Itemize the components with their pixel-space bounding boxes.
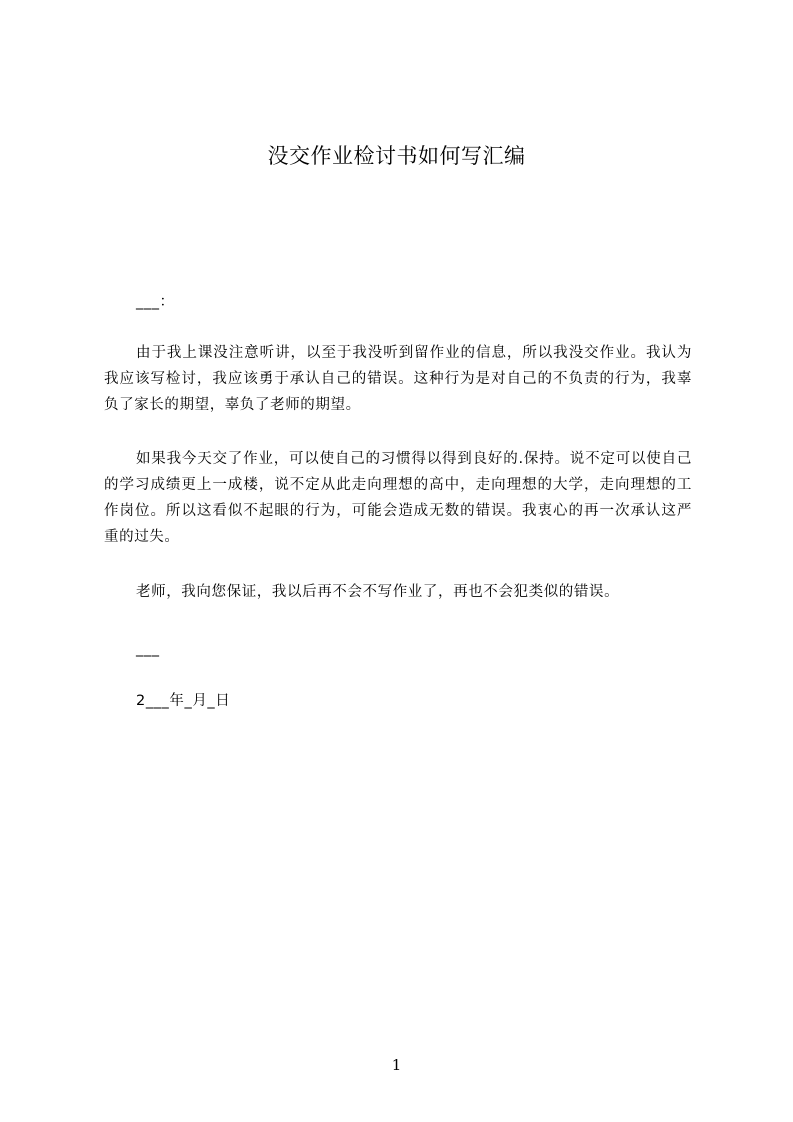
document-title: 没交作业检讨书如何写汇编	[267, 144, 526, 168]
date-line: 2___年_月_日	[136, 693, 231, 709]
paragraph-3: 老师，我向您保证，我以后再不会不写作业了，再也不会犯类似的错误。	[136, 584, 620, 600]
paragraph-1: 由于我上课没注意听讲，以至于我没听到留作业的信息，所以我没交作业。我认为我应该写检讨，我应该勇于承认自己的错误。这种行为是对自己的不负责的行为，我辜负了家长的期望，辜负了老师的期望。	[104, 345, 692, 413]
salutation: ___：	[136, 294, 175, 310]
page-number: 1	[391, 1056, 402, 1074]
signature-line: ___	[136, 641, 160, 657]
paragraph-2: 如果我今天交了作业，可以使自己的习惯得以得到良好的.保持。说不定可以使自己的学习成绩更上一成楼，说不定从此走向理想的高中，走向理想的大学，走向理想的工作岗位。所以这看似不起眼的行为，可能会造成无数的错误。我衷心的再一次承认这严重的过失。	[104, 451, 692, 545]
